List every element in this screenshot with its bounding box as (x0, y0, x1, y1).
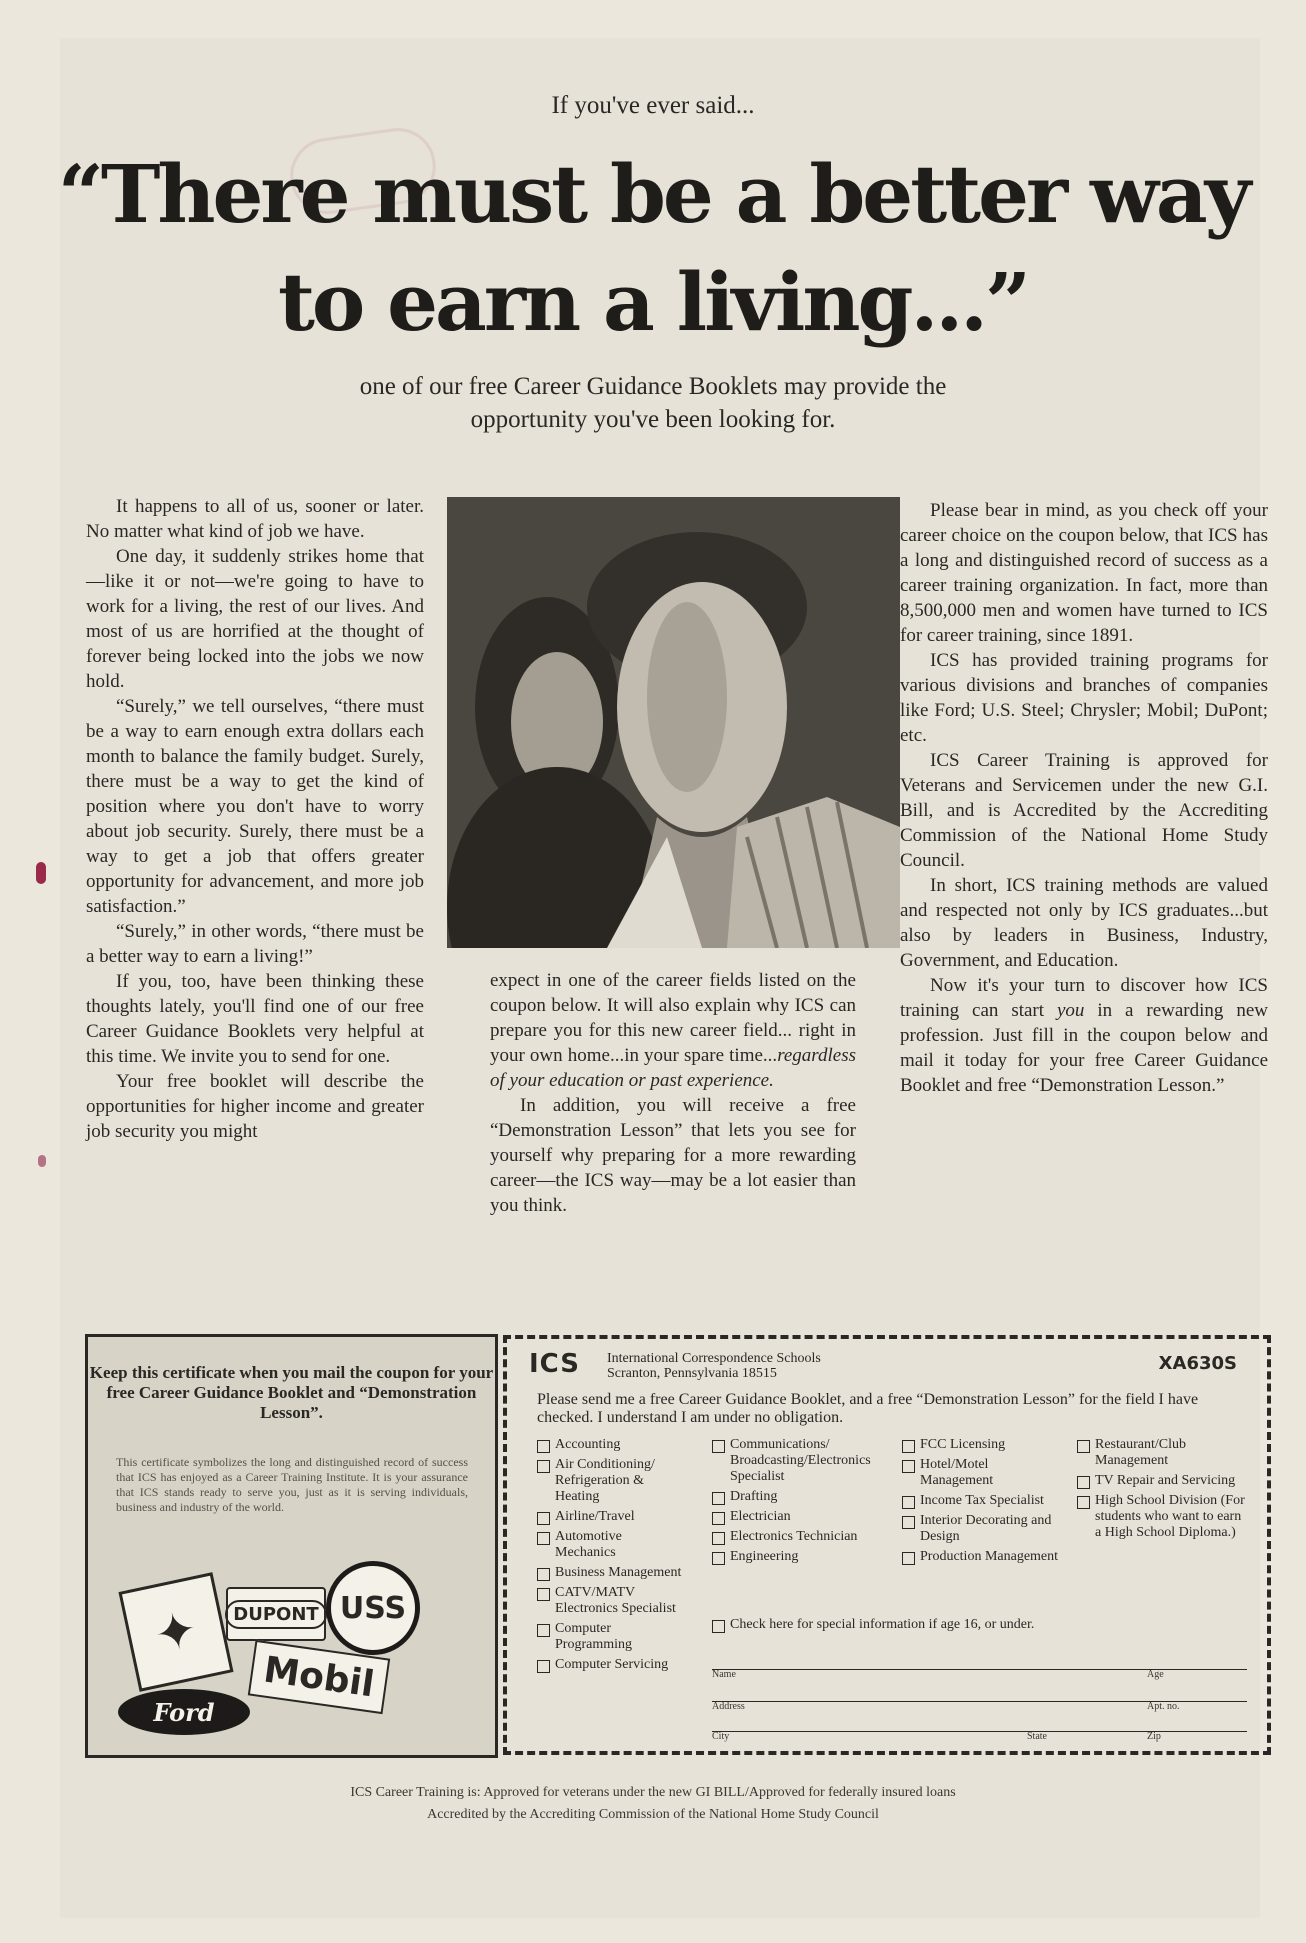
checkbox[interactable] (712, 1532, 725, 1545)
couple-photo (447, 497, 900, 948)
option-label: Restaurant/Club Management (1095, 1437, 1186, 1468)
headline-line-1: “There must be a better way (57, 147, 1249, 241)
option-label: Business Management (555, 1565, 682, 1580)
paragraph: In short, ICS training methods are valued and respected not only by ICS graduates...but also by leaders in Business, Industry, Government, and Education. (900, 875, 1268, 971)
options-column-3 (902, 1437, 1062, 1569)
options-column-1 (537, 1437, 682, 1677)
checkbox[interactable] (1077, 1496, 1090, 1509)
school-name-text: International Correspondence Schools (607, 1351, 821, 1366)
option-label: Airline/Travel (555, 1509, 635, 1524)
checkbox[interactable] (712, 1620, 725, 1633)
option-label: CATV/MATV Electronics Specialist (555, 1585, 676, 1616)
name-label: Name (712, 1669, 736, 1680)
headline-line-2: to earn a living...” (277, 255, 1029, 349)
body-column-3 (900, 498, 1268, 1098)
checkbox[interactable] (537, 1512, 550, 1525)
option-catv-matv[interactable] (537, 1585, 682, 1617)
option-label: Automotive Mechanics (555, 1529, 622, 1560)
footer-line-2: Accredited by the Accrediting Commission of the National Home Study Council (427, 1807, 879, 1822)
option-communications[interactable] (712, 1437, 882, 1485)
checkbox[interactable] (537, 1440, 550, 1453)
option-label: Engineering (730, 1549, 799, 1564)
checkbox[interactable] (537, 1624, 550, 1637)
option-accounting[interactable] (537, 1437, 682, 1453)
paragraph-text: expect in one of the career fields listed on the coupon below. It will also explain why ICS can prepare you for this new career field... right in your own home...in your spare time... (490, 970, 856, 1066)
footer-line-1: ICS Career Training is: Approved for veterans under the new GI BILL/Approved for federally insured loans (350, 1785, 956, 1800)
subhead-line-1: one of our free Career Guidance Booklets may provide the (359, 373, 947, 400)
italic-text: you (1056, 1000, 1085, 1021)
option-production-management[interactable] (902, 1549, 1062, 1565)
option-label: Check here for special information if age 16, or under. (730, 1617, 1035, 1632)
checkbox[interactable] (712, 1440, 725, 1453)
company-logos (118, 1539, 468, 1739)
checkbox[interactable] (902, 1552, 915, 1565)
option-label: Computer Programming (555, 1621, 632, 1652)
option-label: FCC Licensing (920, 1437, 1006, 1452)
option-age-16[interactable] (712, 1617, 1034, 1633)
option-label: Hotel/Motel Management (920, 1457, 994, 1488)
chrysler-logo: ✦ (118, 1572, 233, 1692)
option-restaurant-club[interactable] (1077, 1437, 1247, 1469)
age-label: Age (1147, 1669, 1164, 1680)
option-electrician[interactable] (712, 1509, 882, 1525)
option-fcc-licensing[interactable] (902, 1437, 1062, 1453)
option-label: Production Management (920, 1549, 1059, 1564)
option-label: Accounting (555, 1437, 621, 1452)
body-column-2 (490, 968, 856, 1218)
option-label: TV Repair and Servicing (1095, 1473, 1236, 1488)
city-label: City (712, 1731, 730, 1742)
option-interior-decorating[interactable] (902, 1513, 1062, 1545)
checkbox[interactable] (537, 1568, 550, 1581)
option-engineering[interactable] (712, 1549, 882, 1565)
option-business-management[interactable] (537, 1565, 682, 1581)
school-name (607, 1351, 821, 1381)
paragraph: One day, it suddenly strikes home that—like it or not—we're going to have to work for a living, the rest of our lives. And most of us are horrified at the thought of forever being locked into the jobs we now hold. (86, 546, 424, 692)
option-label: High School Division (For students who want to earn a High School Diploma.) (1095, 1493, 1245, 1540)
checkbox[interactable] (902, 1460, 915, 1473)
option-computer-programming[interactable] (537, 1621, 682, 1653)
checkbox[interactable] (537, 1588, 550, 1601)
checkbox[interactable] (902, 1440, 915, 1453)
dupont-logo-text: DUPONT (225, 1600, 326, 1629)
kicker: If you've ever said... (551, 92, 755, 119)
option-label: Computer Servicing (555, 1657, 669, 1672)
paragraph: If you, too, have been thinking these thoughts lately, you'll find one of our free Career Guidance Booklets very helpful at this time. We invite you to send for one. (86, 971, 424, 1067)
option-income-tax[interactable] (902, 1493, 1062, 1509)
options-column-2 (712, 1437, 882, 1569)
uss-logo: USS (326, 1561, 420, 1655)
option-label: Interior Decorating and Design (920, 1513, 1052, 1544)
photo-illustration (447, 497, 900, 948)
checkbox[interactable] (537, 1532, 550, 1545)
body-column-1 (86, 494, 424, 1144)
option-high-school[interactable] (1077, 1493, 1247, 1541)
checkbox[interactable] (902, 1496, 915, 1509)
checkbox[interactable] (1077, 1440, 1090, 1453)
address-label: Address (712, 1701, 745, 1712)
name-line[interactable] (712, 1669, 1247, 1670)
italic-text: regardless of your education or past experience. (490, 1045, 856, 1091)
certificate-title: Keep this certificate when you mail the coupon for your free Career Guidance Booklet and “Demonstration Lesson”. (89, 1363, 494, 1422)
paragraph: ICS Career Training is approved for Veterans and Servicemen under the new G.I. Bill, and is Accredited by the Accrediting Commission of the National Home Study Council. (900, 750, 1268, 871)
option-hotel-motel[interactable] (902, 1457, 1062, 1489)
option-label: Income Tax Specialist (920, 1493, 1044, 1508)
paragraph-text: Now it's your turn to discover how ICS training can start (900, 975, 1268, 1021)
option-label: Electronics Technician (730, 1529, 858, 1544)
checkbox[interactable] (902, 1516, 915, 1529)
order-coupon (503, 1335, 1271, 1755)
option-label: Drafting (730, 1489, 778, 1504)
ford-logo: Ford (118, 1689, 250, 1735)
option-automotive[interactable] (537, 1529, 682, 1561)
option-computer-servicing[interactable] (537, 1657, 682, 1673)
checkbox[interactable] (712, 1492, 725, 1505)
paragraph (900, 973, 1268, 1098)
ink-stain (36, 862, 46, 884)
headline (0, 140, 1306, 356)
option-airline-travel[interactable] (537, 1509, 682, 1525)
coupon-code: XA630S (1158, 1353, 1237, 1374)
checkbox[interactable] (712, 1512, 725, 1525)
option-label: Electrician (730, 1509, 791, 1524)
paragraph: Please bear in mind, as you check off your career choice on the coupon below, that ICS has a long and distinguished record of success as a career training organization. In fact, more than 8,500,000 men and women have turned to ICS for career training, since 1891. (900, 500, 1268, 646)
checkbox[interactable] (1077, 1476, 1090, 1489)
option-drafting[interactable] (712, 1489, 882, 1505)
city-line[interactable] (712, 1731, 1247, 1732)
state-label: State (1027, 1731, 1047, 1742)
coupon-request-text: Please send me a free Career Guidance Booklet, and a free “Demonstration Lesson” for the field I have checked. I understand I am under no obligation. (537, 1391, 1199, 1426)
zip-label: Zip (1147, 1731, 1161, 1742)
option-label: Communications/ Broadcasting/Electronics Specialist (730, 1437, 871, 1484)
paragraph: It happens to all of us, sooner or later. No matter what kind of job we have. (86, 496, 424, 542)
ics-logo: ICS (529, 1349, 580, 1379)
certificate-box (85, 1334, 498, 1758)
subhead-line-2: opportunity you've been looking for. (470, 406, 836, 433)
subhead (0, 370, 1306, 436)
options-column-4 (1077, 1437, 1247, 1545)
option-tv-repair[interactable] (1077, 1473, 1247, 1489)
paragraph: “Surely,” we tell ourselves, “there must be a way to earn enough extra dollars each month to balance the family budget. Surely, there must be a way to get the kind of position where you don't have to worry about job security. Surely, there must be a way to get a job that offers greater opportunity for advancement, and more job satisfaction.” (86, 696, 424, 917)
checkbox[interactable] (537, 1660, 550, 1673)
paragraph: In addition, you will receive a free “Demonstration Lesson” that lets you see for yourself why preparing for a more rewarding career—the ICS way—may be a lot easier than you think. (490, 1095, 856, 1216)
option-electronics-technician[interactable] (712, 1529, 882, 1545)
option-label: Air Conditioning/ Refrigeration & Heating (555, 1457, 655, 1504)
checkbox[interactable] (712, 1552, 725, 1565)
certificate-text: This certificate symbolizes the long and distinguished record of success that ICS has enjoyed as a Career Training Institute. It is your assurance that ICS stands ready to serve you, just as it is serving individuals, business and industry of the world. (116, 1455, 468, 1514)
paragraph: Your free booklet will describe the opportunities for higher income and greater job security you might (86, 1071, 424, 1142)
mobil-logo: Mobil (248, 1640, 390, 1714)
dupont-logo (226, 1587, 326, 1641)
checkbox[interactable] (537, 1460, 550, 1473)
ink-stain (38, 1155, 46, 1167)
paragraph-text: in a rewarding new profession. Just fill in the coupon below and mail it today for your free Career Guidance Booklet and free “Demonstration Lesson.” (900, 1000, 1268, 1096)
school-address: Scranton, Pennsylvania 18515 (607, 1366, 777, 1381)
paragraph: ICS has provided training programs for various divisions and branches of companies like Ford; U.S. Steel; Chrysler; Mobil; DuPont; etc. (900, 650, 1268, 746)
option-air-conditioning[interactable] (537, 1457, 682, 1505)
paragraph: “Surely,” in other words, “there must be a better way to earn a living!” (86, 921, 424, 967)
paragraph (490, 968, 856, 1093)
apt-label: Apt. no. (1147, 1701, 1180, 1712)
